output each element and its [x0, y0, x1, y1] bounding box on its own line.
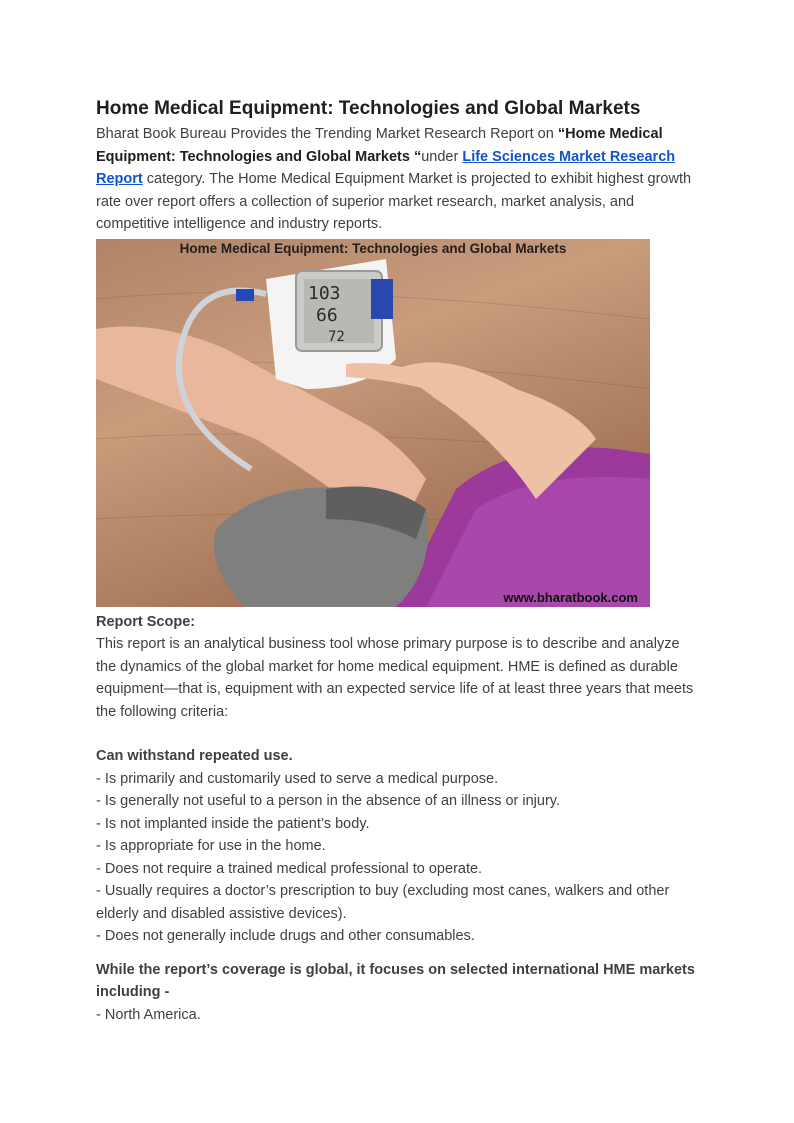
list-item: - Is not implanted inside the patient’s body.	[96, 815, 370, 832]
intro-paragraph	[96, 123, 702, 236]
list-item: - Is primarily and customarily used to serve a medical purpose.	[96, 770, 499, 787]
display-pulse: 72	[328, 328, 345, 345]
life-sciences-link[interactable]: Life Sciences Market Research Report	[96, 148, 676, 187]
document-page	[96, 96, 702, 1026]
list-item: - Does not require a trained medical professional to operate.	[96, 860, 483, 877]
photo-illustration	[96, 239, 650, 607]
figure-watermark: www.bharatbook.com	[503, 589, 638, 605]
list-item: - Does not generally include drugs and other consumables.	[96, 928, 475, 944]
list-item: - Usually requires a doctor’s prescription to buy (excluding most canes, walkers and other elderly and disabled assistive devices).	[96, 883, 670, 922]
list-item: - Is generally not useful to a person in the absence of an illness or injury.	[96, 793, 560, 809]
intro-suffix: category. The Home Medical Equipment Market is projected to exhibit highest growth rate over report offers a collection of superior market research, market analysis, and competitive intelligence and industry reports.	[96, 171, 692, 232]
blood-pressure-monitor-photo	[96, 239, 650, 607]
display-systolic: 103	[308, 282, 341, 304]
criteria-list	[96, 768, 702, 948]
scope-heading: Report Scope:	[96, 613, 196, 630]
intro-prefix: Bharat Book Bureau Provides the Trending Market Research Report on	[96, 126, 558, 142]
intro-report-name: “Home Medical Equipment: Technologies and Global Markets “	[96, 126, 663, 165]
document-title: Home Medical Equipment: Technologies and Global Markets	[96, 98, 641, 119]
scope-body: This report is an analytical business tool whose primary purpose is to describe and analyze the dynamics of the global market for home medical equipment. HME is defined as durable equipment—that is, equipment with an expected service life of at least three years that meets the following criteria:	[96, 636, 694, 720]
list-item: - Is appropriate for use in the home.	[96, 838, 326, 854]
criteria-heading: Can withstand repeated use.	[96, 748, 293, 764]
list-item: - North America.	[96, 1006, 201, 1023]
intro-under: under	[421, 148, 463, 165]
coverage-heading: While the report’s coverage is global, it focuses on selected international HME markets including -	[96, 961, 695, 1000]
figure-title: Home Medical Equipment: Technologies and Global Markets	[179, 240, 567, 256]
display-diastolic: 66	[316, 304, 338, 326]
